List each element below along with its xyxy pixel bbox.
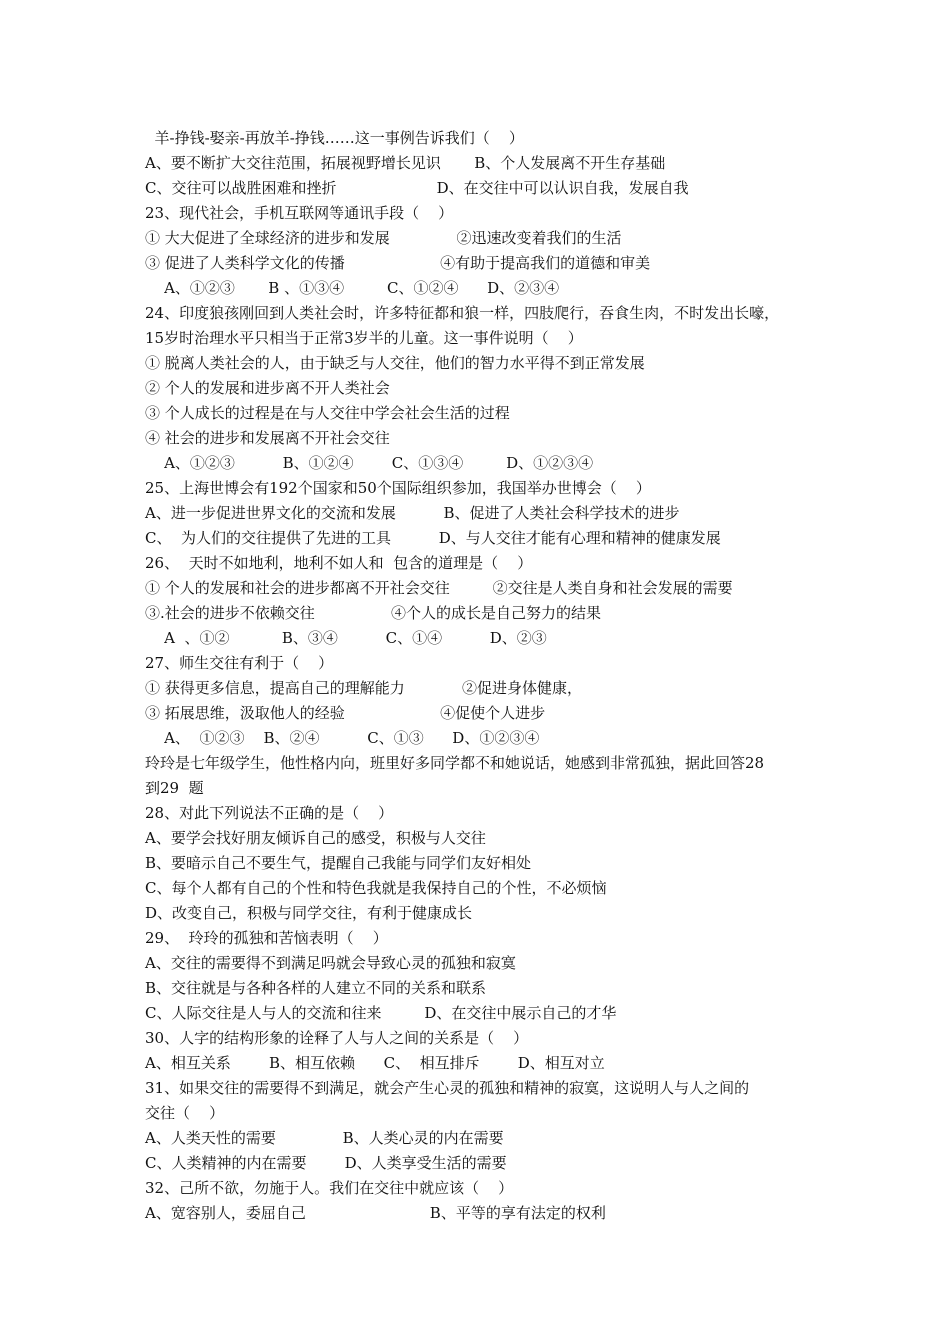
text-line-38: A、相互关系 B、相互依赖 C、 相互排斥 D、相互对立 — [145, 1054, 605, 1072]
text-line-8: 24、印度狼孩刚回到人类社会时，许多特征都和狼一样，四肢爬行，吞食生肉，不时发出长嚎， — [145, 304, 780, 322]
text-line-15: 25、上海世博会有192个国家和50个国际组织参加，我国举办世博会（ ） — [145, 479, 651, 497]
text-line-12: ③ 个人成长的过程是在与人交往中学会社会生活的过程 — [145, 404, 510, 422]
text-line-41: A、人类天性的需要 B、人类心灵的内在需要 — [145, 1129, 504, 1147]
text-line-42: C、人类精神的内在需要 D、人类享受生活的需要 — [145, 1154, 507, 1172]
text-line-22: 27、师生交往有利于（ ） — [145, 654, 334, 672]
text-line-9: 15岁时治理水平只相当于正常3岁半的儿童。这一事件说明（ ） — [145, 329, 583, 347]
text-line-3: C、交往可以战胜困难和挫折 D、在交往中可以认识自我，发展自我 — [145, 179, 689, 197]
text-line-27: 到29 题 — [145, 779, 204, 797]
text-line-44: A、宽容别人，委屈自己 B、平等的享有法定的权利 — [145, 1204, 606, 1222]
text-line-25: A、 ①②③ B、②④ C、①③ D、①②③④ — [145, 729, 540, 747]
text-line-43: 32、己所不欲，勿施于人。我们在交往中就应该（ ） — [145, 1179, 514, 1197]
text-line-11: ② 个人的发展和进步离不开人类社会 — [145, 379, 390, 397]
text-line-18: 26、 天时不如地利，地利不如人和 包含的道理是（ ） — [145, 554, 533, 572]
text-line-31: C、每个人都有自己的个性和特色我就是我保持自己的个性，不必烦恼 — [145, 879, 607, 897]
text-line-10: ① 脱离人类社会的人，由于缺乏与人交往，他们的智力水平得不到正常发展 — [145, 354, 645, 372]
text-line-2: A、要不断扩大交往范围，拓展视野增长见识 B、个人发展离不开生存基础 — [145, 154, 666, 172]
text-line-28: 28、对此下列说法不正确的是（ ） — [145, 804, 394, 822]
text-line-34: A、交往的需要得不到满足吗就会导致心灵的孤独和寂寞 — [145, 954, 516, 972]
text-line-40: 交往（ ） — [145, 1104, 225, 1122]
text-line-17: C、 为人们的交往提供了先进的工具 D、与人交往才能有心理和精神的健康发展 — [145, 529, 721, 547]
text-line-37: 30、人字的结构形象的诠释了人与人之间的关系是（ ） — [145, 1029, 529, 1047]
text-line-29: A、要学会找好朋友倾诉自己的感受，积极与人交往 — [145, 829, 486, 847]
text-line-35: B、交往就是与各种各样的人建立不同的关系和联系 — [145, 979, 487, 997]
text-line-32: D、改变自己，积极与同学交往，有利于健康成长 — [145, 904, 473, 922]
text-line-26: 玲玲是七年级学生，他性格内向，班里好多同学都不和她说话，她感到非常孤独，据此回答28 — [145, 754, 765, 772]
text-line-1: 羊-挣钱-娶亲-再放羊-挣钱……这一事例告诉我们（ ） — [145, 129, 524, 147]
text-line-4: 23、现代社会，手机互联网等通讯手段（ ） — [145, 204, 454, 222]
text-line-6: ③ 促进了人类科学文化的传播 ④有助于提高我们的道德和审美 — [145, 254, 651, 272]
text-line-30: B、要暗示自己不要生气，提醒自己我能与同学们友好相处 — [145, 854, 532, 872]
text-line-23: ① 获得更多信息，提高自己的理解能力 ②促进身体健康， — [145, 679, 582, 697]
text-line-20: ③.社会的进步不依赖交往 ④个人的成长是自己努力的结果 — [145, 604, 602, 622]
text-line-7: A、①②③ B 、①③④ C、①②④ D、②③④ — [145, 279, 560, 297]
text-line-16: A、进一步促进世界文化的交流和发展 B、促进了人类社会科学技术的进步 — [145, 504, 680, 522]
text-line-19: ① 个人的发展和社会的进步都离不开社会交往 ②交往是人类自身和社会发展的需要 — [145, 579, 733, 597]
text-line-5: ① 大大促进了全球经济的进步和发展 ②迅速改变着我们的生活 — [145, 229, 622, 247]
text-line-39: 31、如果交往的需要得不到满足，就会产生心灵的孤独和精神的寂寞，这说明人与人之间的 — [145, 1079, 750, 1097]
text-line-24: ③ 拓展思维，汲取他人的经验 ④促使个人进步 — [145, 704, 546, 722]
text-line-33: 29、 玲玲的孤独和苦恼表明（ ） — [145, 929, 388, 947]
text-line-14: A、①②③ B、①②④ C、①③④ D、①②③④ — [145, 454, 594, 472]
text-line-21: A 、①② B、③④ C、①④ D、②③ — [145, 629, 547, 647]
text-line-13: ④ 社会的进步和发展离不开社会交往 — [145, 429, 390, 447]
text-line-36: C、人际交往是人与人的交流和往来 D、在交往中展示自己的才华 — [145, 1004, 617, 1022]
